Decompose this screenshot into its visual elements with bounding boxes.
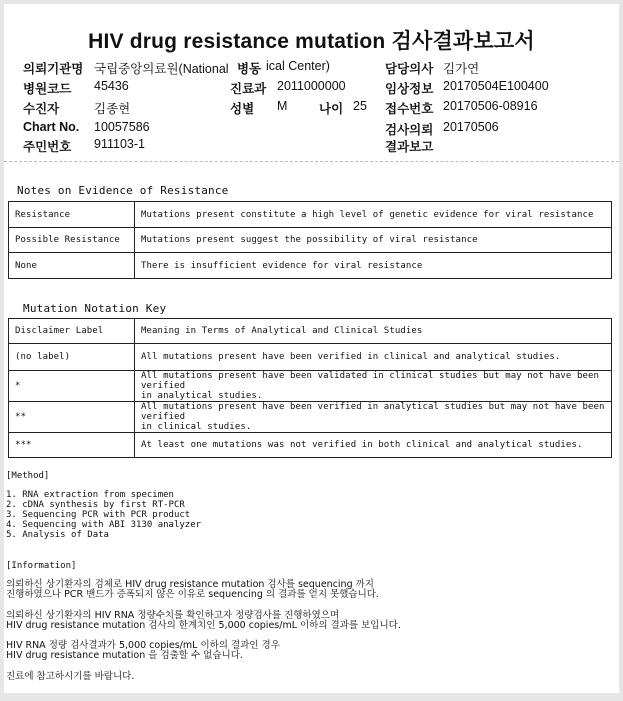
information-heading: [Information] (6, 561, 77, 571)
key-meaning (135, 433, 612, 458)
method-step: 5. Analysis of Data (6, 530, 109, 540)
method-step: 4. Sequencing with ABI 3130 analyzer (6, 520, 202, 530)
table-row (9, 433, 612, 458)
key-label: ** (9, 402, 135, 433)
report-title: HIV drug resistance mutation 검사결과보고서 (88, 30, 535, 53)
doctor-label: 담당의사 (385, 62, 434, 76)
col-header-meaning: Meaning in Terms of Analytical and Clinical Studies (135, 319, 612, 344)
org-value: 국립중앙의료원(National (94, 62, 229, 76)
key-meaning (135, 371, 612, 402)
patient-value: 김종현 (94, 102, 131, 116)
info-text: HIV RNA 정량 검사결과가 5,000 copies/mL 이하의 결과인 경우 (6, 640, 280, 651)
notation-key-table (8, 318, 612, 458)
ward-value: ical Center) (266, 59, 330, 73)
key-meaning (135, 344, 612, 371)
method-step: 3. Sequencing PCR with PCR product (6, 510, 191, 520)
method-heading: [Method] (6, 471, 50, 481)
table-row (9, 402, 612, 433)
key-meaning (135, 402, 612, 433)
request-date-label: 검사의뢰 (385, 123, 434, 137)
method-step: 2. cDNA synthesis by first RT-PCR (6, 500, 185, 510)
info-text: 진행하였으나 PCR 밴드가 증폭되지 않은 이유로 sequencing 의 결과를 얻지 못했습니다. (6, 589, 379, 600)
notes-desc: Mutations present constitute a high level of genetic evidence for viral resistance (135, 202, 612, 228)
info-text: 의뢰하신 상기환자의 HIV RNA 정량수치를 확인하고자 정량검사를 진행하였으며 (6, 610, 340, 621)
age-label: 나이 (319, 102, 344, 116)
dept-label: 진료과 (230, 82, 267, 96)
notes-table (8, 201, 612, 279)
key-label: * (9, 371, 135, 402)
method-step: 1. RNA extraction from specimen (6, 490, 174, 500)
org-label: 의뢰기관명 (23, 62, 84, 76)
reception-no-value: 20170506-08916 (443, 99, 538, 113)
notes-term: Resistance (9, 202, 135, 228)
notes-term: None (9, 253, 135, 279)
info-text: 의뢰하신 상기환자의 검체로 HIV drug resistance mutation 검사를 sequencing 까지 (6, 579, 374, 590)
notes-desc: Mutations present suggest the possibility of viral resistance (135, 228, 612, 253)
info-text: HIV drug resistance mutation 을 검출할 수 없습니다. (6, 650, 243, 661)
key-heading: Mutation Notation Key (23, 302, 167, 315)
table-row (9, 202, 612, 228)
table-header-row (9, 319, 612, 344)
resident-id-label: 주민번호 (23, 140, 72, 154)
key-meaning-line: At least one mutations was not verified in both clinical and analytical studies. (141, 440, 583, 450)
patient-label: 수진자 (23, 102, 60, 116)
key-meaning-line: All mutations present have been validated in clinical studies but may not have been verified (141, 371, 600, 391)
notes-term: Possible Resistance (9, 228, 135, 253)
hospital-code-value: 45436 (94, 79, 129, 93)
col-header-label: Disclaimer Label (9, 319, 135, 344)
hospital-code-label: 병원코드 (23, 82, 72, 96)
table-row (9, 228, 612, 253)
report-page (4, 4, 619, 693)
key-meaning-line: in analytical studies. (141, 391, 263, 401)
clinical-info-label: 임상정보 (385, 82, 434, 96)
chart-no-label: Chart No. (23, 120, 80, 134)
chart-no-value: 10057586 (94, 120, 150, 134)
notes-desc: There is insufficient evidence for viral resistance (135, 253, 612, 279)
table-row (9, 371, 612, 402)
dept-value: 2011000000 (277, 79, 346, 93)
table-row (9, 344, 612, 371)
key-label: (no label) (9, 344, 135, 371)
header-divider (4, 161, 619, 162)
report-date-label: 결과보고 (385, 140, 434, 154)
request-date-value: 20170506 (443, 120, 499, 134)
info-text: 진료에 참고하시기를 바랍니다. (6, 671, 135, 682)
notes-heading: Notes on Evidence of Resistance (17, 184, 229, 197)
key-label: *** (9, 433, 135, 458)
clinical-info-value: 20170504E100400 (443, 79, 549, 93)
sex-label: 성별 (230, 102, 255, 116)
ward-label: 병동 (237, 62, 262, 76)
table-row (9, 253, 612, 279)
key-meaning-line: All mutations present have been verified in analytical studies but may not have been verified (141, 402, 605, 422)
info-text: HIV drug resistance mutation 검사의 한계치인 5,000 copies/mL 이하의 결과를 보입니다. (6, 620, 401, 631)
key-meaning-line: in clinical studies. (141, 422, 252, 432)
resident-id-value: 911103-1 (94, 137, 145, 151)
key-meaning-line: All mutations present have been verified in clinical and analytical studies. (141, 352, 561, 362)
doctor-value: 김가연 (443, 62, 480, 76)
reception-no-label: 접수번호 (385, 102, 434, 116)
age-value: 25 (353, 99, 367, 113)
sex-value: M (277, 99, 288, 113)
